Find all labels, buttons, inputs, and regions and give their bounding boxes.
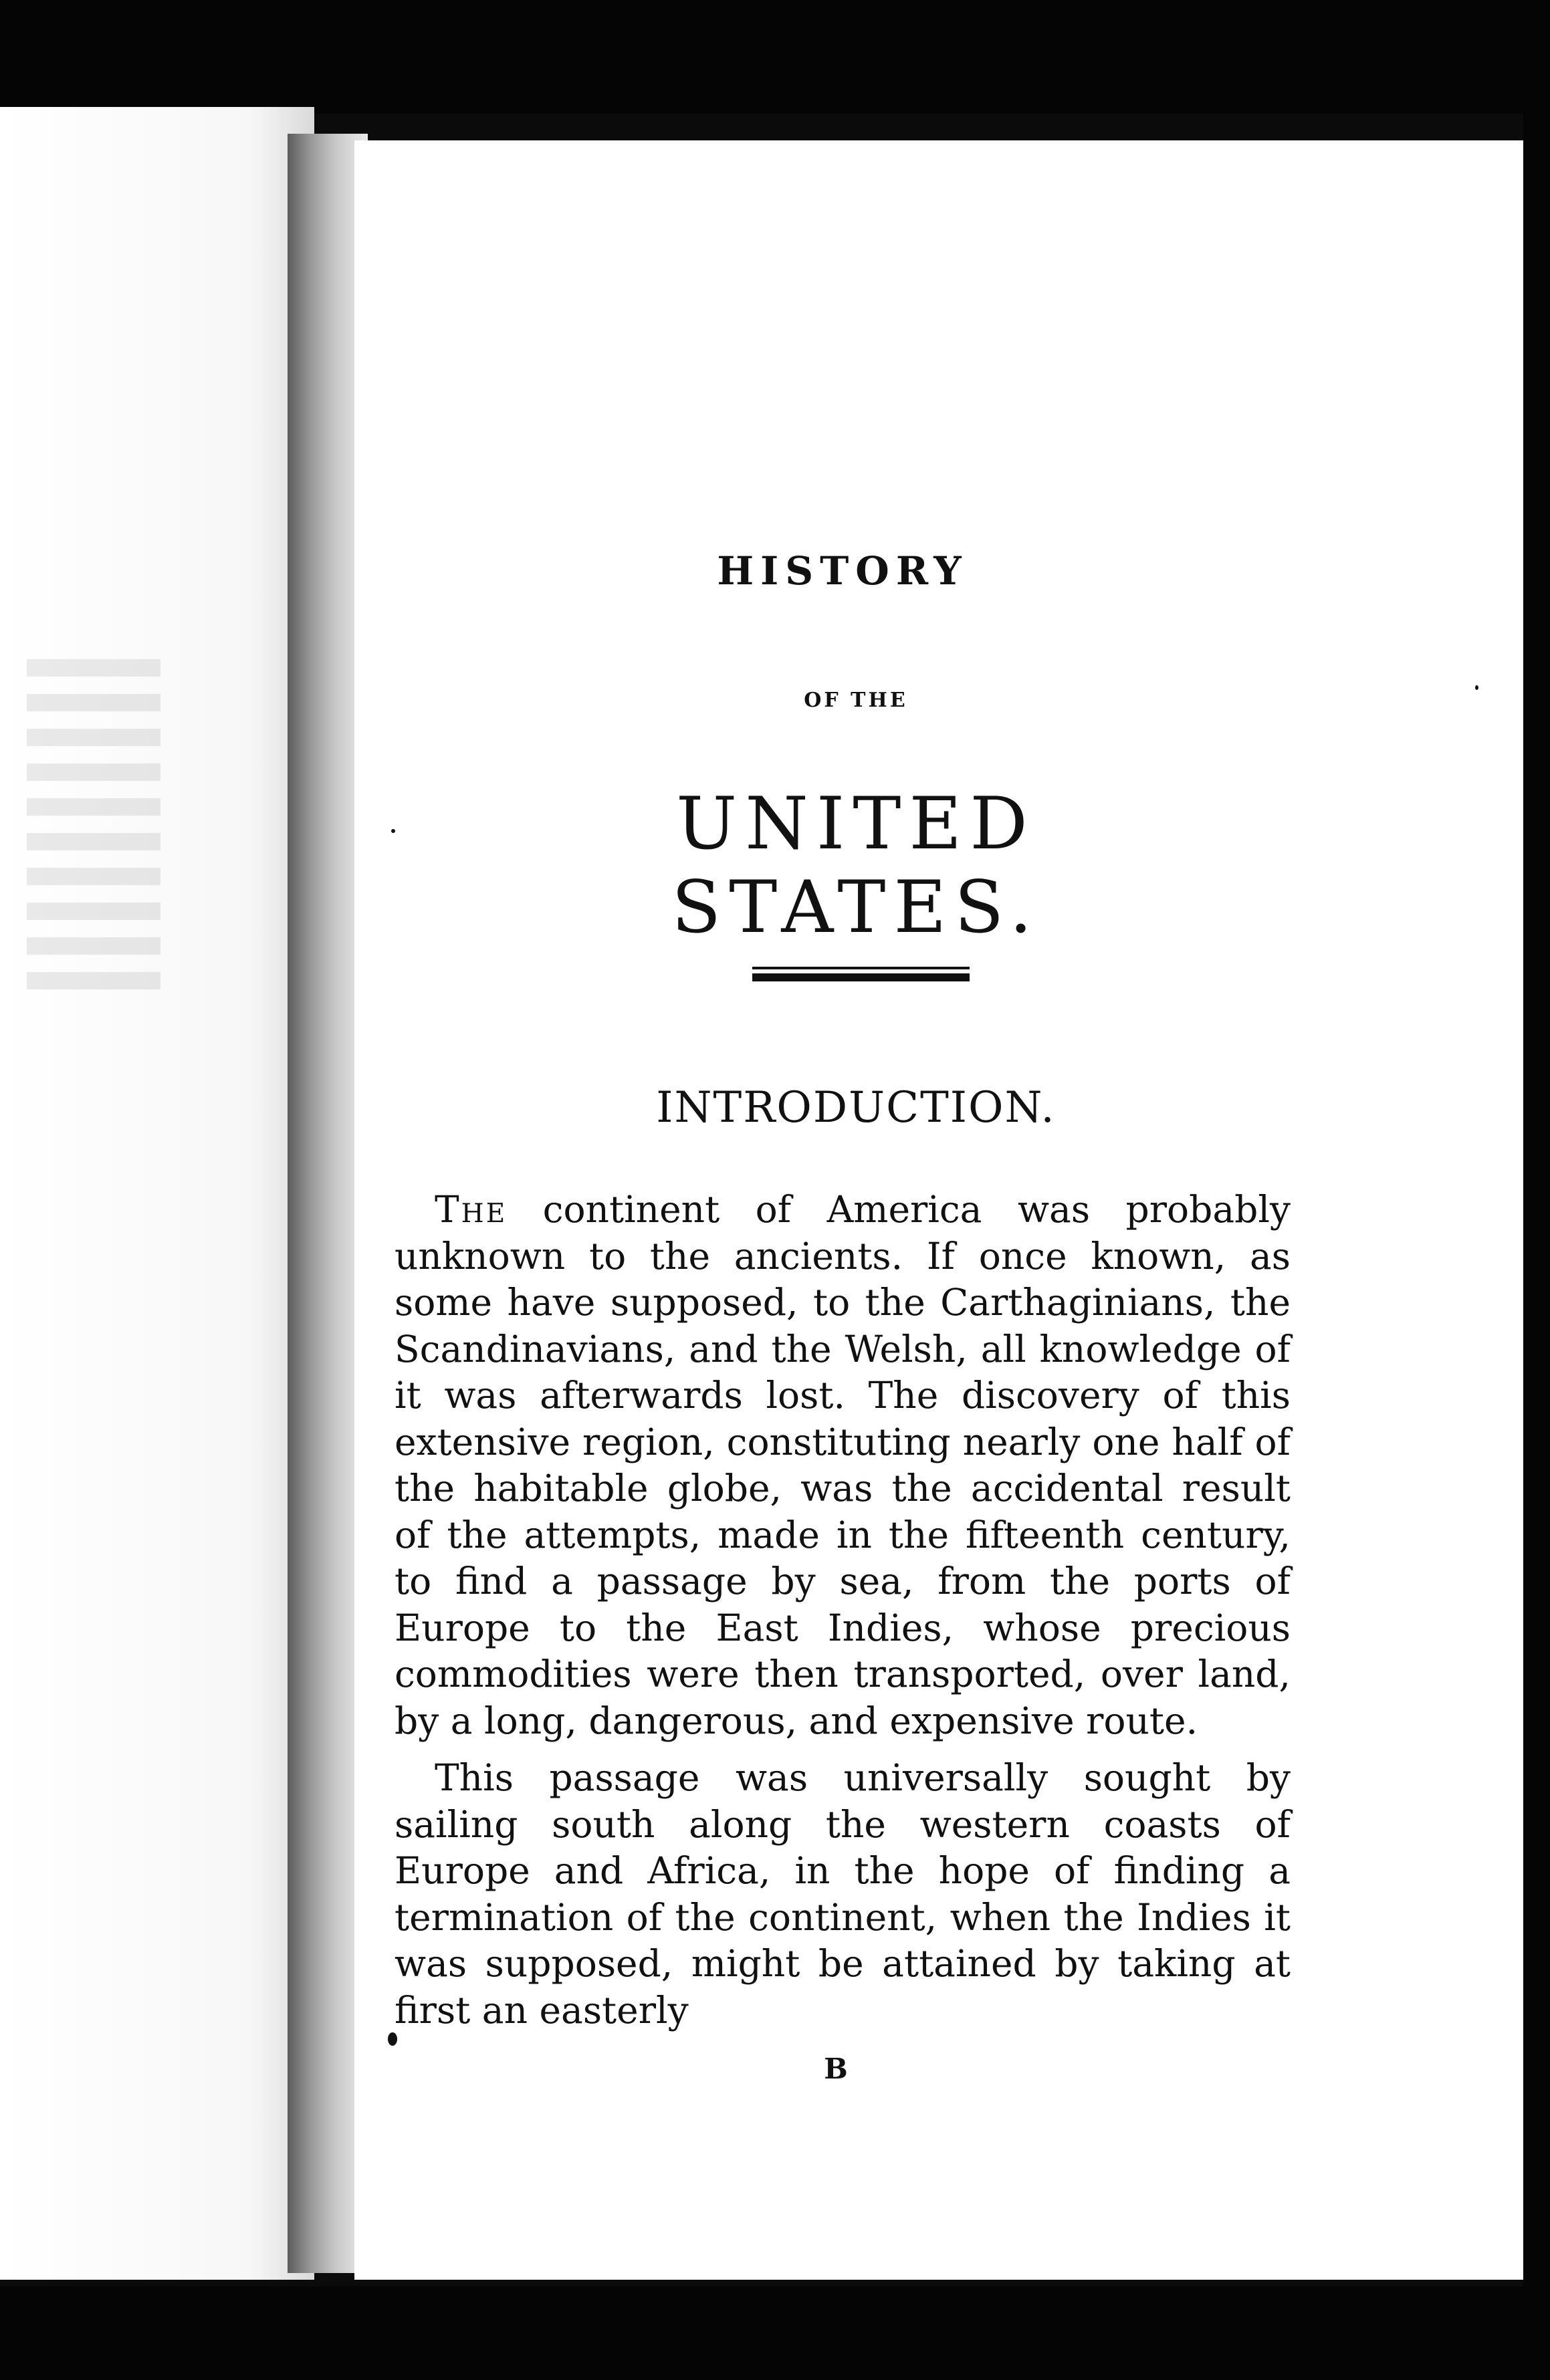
- paragraph-2: [395, 1755, 1291, 2034]
- body-text: [395, 1187, 1291, 2034]
- section-title-introduction: INTRODUCTION.: [656, 1083, 1056, 1133]
- left-page-bleed-through: [0, 642, 221, 1377]
- paragraph-1: [395, 1187, 1291, 1744]
- left-page-edge: [0, 107, 314, 2280]
- ink-speck: [391, 829, 395, 833]
- scan-border-bottom: [0, 2286, 1550, 2380]
- paragraph-2-text: This passage was universally sought by sailing south along the western coasts of Europe and Africa, in the hope of finding a termination of the continent, when the Indies it was supposed, might be attained by taking at first an easterly: [395, 1756, 1291, 2032]
- signature-mark: B: [824, 2052, 848, 2085]
- ink-speck: [388, 2032, 397, 2046]
- scan-border-right: [1523, 0, 1550, 2380]
- title-of-the: OF THE: [804, 689, 908, 712]
- paragraph-1-text: continent of America was probably unknown to the ancients. If once known, as some have supposed, to the Carthaginians, the Scandinavians, and the Welsh, all knowledge of it was afterwards lost. The discovery of this extensive region, constituting nearly one half of the habitable globe, was the accidental result of the attempts, made in the fifteenth century, to find a passage by sea, from the ports of Europe to the East Indies, whose precious commodities were then transported, over land, by a long, dangerous, and expensive route.: [395, 1188, 1291, 1742]
- paragraph-1-lead: The: [435, 1188, 508, 1231]
- scan-border-top: [0, 0, 1550, 114]
- title-united-states: UNITED STATES.: [671, 782, 1040, 949]
- title-divider-rule: [752, 967, 970, 981]
- ink-speck: [1475, 685, 1478, 690]
- title-history: HISTORY: [717, 548, 968, 594]
